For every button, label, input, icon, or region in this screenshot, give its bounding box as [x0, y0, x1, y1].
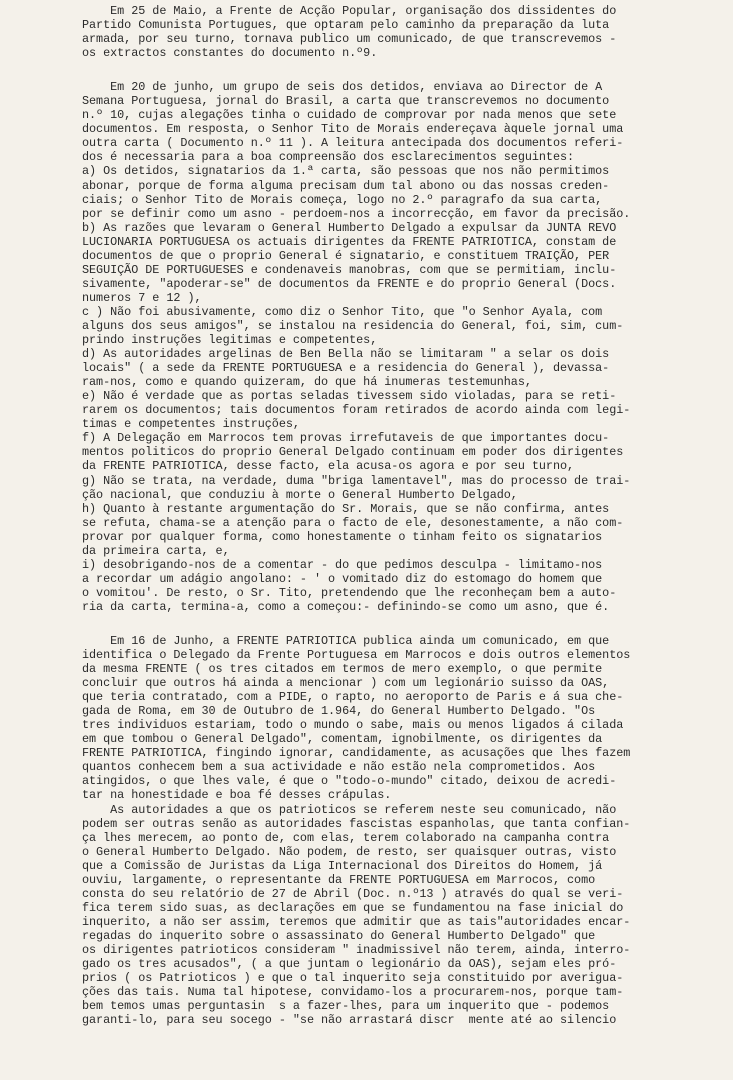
- text-line: numeros 7 e 12 ),: [82, 290, 202, 305]
- text-line: mentos politicos do proprio General Delgado continuam em poder dos dirigentes: [82, 445, 624, 460]
- paragraph-frente-accao-popular: [82, 4, 693, 60]
- text-line: ça lhes merecem, ao ponto de, com elas, terem colaborado na campanha contra: [82, 830, 610, 845]
- text-line: consta do seu relatório de 27 de Abril (Doc. n.º13 ) através do qual se veri-: [82, 886, 624, 901]
- text-line: As autoridades a que os patrioticos se referem neste seu comunicado, não: [82, 802, 617, 817]
- text-line: ria da carta, termina-a, como a começou:- definindo-se como um asno, que é.: [82, 599, 610, 614]
- text-line: d) As autoridades argelinas de Ben Bella não se limitaram " a selar os dois: [82, 347, 610, 362]
- text-line: em que tombou o General Delgado", comentam, ignobilmente, os dirigentes da: [82, 732, 603, 747]
- text-line: ouviu, largamente, o representante da FRENTE PORTUGUESA em Marrocos, como: [82, 872, 596, 887]
- text-line: armada, por seu turno, tornava publico um comunicado, de que transcrevemos -: [82, 32, 617, 47]
- text-line: FRENTE PATRIOTICA, fingindo ignorar, candidamente, as acusações que lhes fazem: [82, 746, 631, 761]
- text-line: abonar, porque de forma alguma precisam dum tal abono ou das nossas creden-: [82, 178, 610, 193]
- text-line: locais" ( a sede da FRENTE PORTUGUESA e a residencia do General ), devassa-: [82, 361, 610, 376]
- text-line: os extractos constantes do documento n.º9.: [82, 46, 378, 61]
- text-line: o General Humberto Delgado. Não podem, de resto, ser quaisquer outras, visto: [82, 844, 617, 859]
- text-line: da primeira carta, e,: [82, 543, 230, 558]
- text-line: timas e competentes instruções,: [82, 417, 300, 432]
- text-line: sivamente, "apoderar-se" de documentos da FRENTE e do proprio General (Docs.: [82, 276, 617, 291]
- text-line: Em 25 de Maio, a Frente de Acção Popular, organisação dos dissidentes do: [82, 4, 617, 18]
- text-line: inquerito, a não ser assim, teremos que admitir que as tais"autoridades encar-: [82, 914, 631, 929]
- text-line: gada de Roma, em 30 de Outubro de 1.964, do General Humberto Delgado. "Os: [82, 704, 596, 719]
- text-line: por se definir como um asno - perdoem-nos a incorrecção, em favor da precisão.: [82, 206, 631, 221]
- text-line: SEGUIÇÃO DE PORTUGUESES e condenaveis manobras, com que se permitiam, inclu-: [82, 262, 617, 277]
- text-line: quantos conhecem bem a sua actividade e não estão nela comprometidos. Aos: [82, 760, 596, 775]
- text-line: Em 16 de Junho, a FRENTE PATRIOTICA publica ainda um comunicado, em que: [82, 633, 610, 648]
- text-line: h) Quanto à restante argumentação do Sr. Morais, que se não confirma, antes: [82, 501, 610, 516]
- text-line: os dirigentes patrioticos consideram " inadmissivel não terem, ainda, interro-: [82, 943, 631, 957]
- text-line: da mesma FRENTE ( os tres citados em termos de mero exemplo, o que permite: [82, 662, 603, 677]
- text-line: prios ( os Patrioticos ) e que o tal inquerito seja constituido por averigua-: [82, 971, 624, 986]
- text-line: g) Não se trata, na verdade, duma "briga lamentavel", mas do processo de trai-: [82, 473, 631, 488]
- text-line: que a Comissão de Juristas da Liga Internacional dos Direitos do Homem, já: [82, 858, 603, 873]
- text-line: Semana Portuguesa, jornal do Brasil, a carta que transcrevemos no documento: [82, 94, 610, 109]
- text-line: regadas do inquerito sobre o assassinato do General Humberto Delgado" que: [82, 928, 596, 943]
- paragraph-frente-patriotica-comunicado: [82, 634, 693, 1027]
- text-line: a recordar um adágio angolano: - ' o vomitado diz do estomago do homem que: [82, 571, 603, 586]
- text-line: que teria contratado, com a PIDE, o rapto, no aeroporto de Paris e á sua che-: [82, 690, 624, 705]
- text-line: f) A Delegação em Marrocos tem provas irrefutaveis de que importantes docu-: [82, 431, 610, 446]
- text-line: documentos. Em resposta, o Senhor Tito de Morais endereçava àquele jornal uma: [82, 122, 624, 137]
- text-line: podem ser outras senão as autoridades fascistas espanholas, que tanta confian-: [82, 816, 631, 831]
- text-line: i) desobrigando-nos de a comentar - do que pedimos desculpa - limitamo-nos: [82, 557, 603, 572]
- paragraph-gap: [82, 60, 693, 80]
- text-line: LUCIONARIA PORTUGUESA os actuais dirigentes da FRENTE PATRIOTICA, constam de: [82, 234, 617, 249]
- paragraph-carta-detidos: [82, 80, 693, 614]
- text-line: concluir que outros há ainda a mencionar ) com um legionário suisso da OAS,: [82, 676, 610, 691]
- text-line: ções das tais. Numa tal hipotese, convidamo-los a procurarem-nos, porque tam-: [82, 985, 624, 1000]
- text-line: fica terem sido suas, as declarações em que se fundamentou na fase inicial do: [82, 900, 624, 915]
- text-line: bem temos umas perguntasin s a fazer-lhes, para um inquerito que - podemos: [82, 999, 610, 1014]
- text-line: n.º 10, cujas alegações tinha o cuidado de comprovar por nada menos que sete: [82, 108, 617, 123]
- text-line: alguns dos seus amigos", se instalou na residencia do General, foi, sim, cum-: [82, 318, 624, 333]
- text-line: atingidos, o que lhes vale, é que o "todo-o-mundo" citado, deixou de acredi-: [82, 774, 617, 789]
- text-line: provar por qualquer forma, como honestamente o tinham feito os signatarios: [82, 529, 603, 544]
- text-line: a) Os detidos, signatarios da 1.ª carta, são pessoas que nos não permitimos: [82, 164, 610, 179]
- text-line: ção nacional, que conduziu à morte o General Humberto Delgado,: [82, 487, 518, 502]
- text-line: ciais; o Senhor Tito de Morais começa, logo no 2.º paragrafo da sua carta,: [82, 192, 603, 207]
- text-line: o vomitou'. De resto, o Sr. Tito, pretendendo que lhe reconheçam bem a auto-: [82, 585, 617, 600]
- text-line: b) As razões que levaram o General Humberto Delgado a expulsar da JUNTA REVO: [82, 220, 617, 235]
- text-line: gado os tres acusados", ( a que juntam o legionário da OAS), sejam eles pró-: [82, 957, 617, 972]
- text-line: ram-nos, como e quando quizeram, do que há inumeras testemunhas,: [82, 375, 532, 390]
- text-line: se refuta, chama-se a atenção para o facto de ele, desonestamente, a não com-: [82, 515, 624, 530]
- text-line: outra carta ( Documento n.º 11 ). A leitura antecipada dos documentos referi-: [82, 136, 624, 151]
- text-line: tres individuos estariam, todo o mundo o sabe, mais ou menos ligados á cilada: [82, 718, 624, 733]
- text-line: garanti-lo, para seu socego - "se não arrastará discr mente até ao silencio: [82, 1013, 617, 1028]
- paragraph-gap: [82, 614, 693, 634]
- text-line: dos é necessaria para a boa compreensão dos esclarecimentos seguintes:: [82, 150, 575, 165]
- text-line: Partido Comunista Portugues, que optaram pelo caminho da preparação da luta: [82, 18, 610, 33]
- text-line: e) Não é verdade que as portas seladas tivessem sido violadas, para se reti-: [82, 389, 617, 404]
- text-line: documentos de que o proprio General é signatario, e constituem TRAIÇÃO, PER: [82, 248, 610, 263]
- text-line: prindo instruções legitimas e competentes,: [82, 333, 378, 348]
- text-line: rarem os documentos; tais documentos foram retirados de acordo ainda com legi-: [82, 403, 631, 418]
- text-line: c ) Não foi abusivamente, como diz o Senhor Tito, que "o Senhor Ayala, com: [82, 304, 603, 319]
- text-line: Em 20 de junho, um grupo de seis dos detidos, enviava ao Director de A: [82, 80, 603, 95]
- text-line: identifica o Delegado da Frente Portuguesa em Marrocos e dois outros elementos: [82, 648, 631, 663]
- text-line: tar na honestidade e boa fé desses crápulas.: [82, 788, 392, 803]
- text-line: da FRENTE PATRIOTICA, desse facto, ela acusa-os agora e por seu turno,: [82, 459, 575, 474]
